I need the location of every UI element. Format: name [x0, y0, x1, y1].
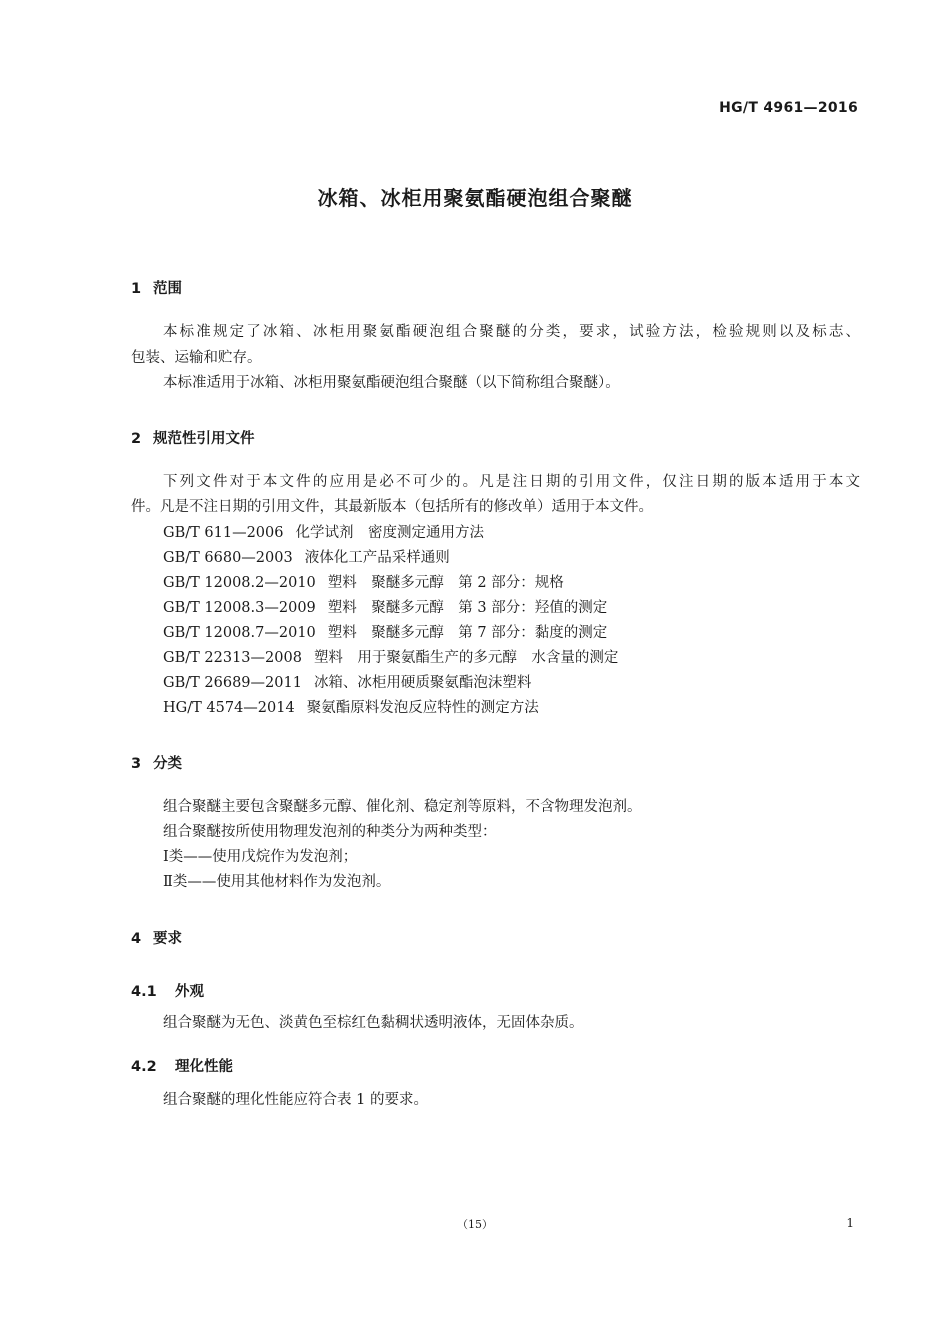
paragraph-line: 下列文件对于本文件的应用是必不可少的。凡是注日期的引用文件，仅注日期的版本适用于本文	[163, 474, 860, 490]
reference-title: 冰箱、冰柜用硬质聚氨酯泡沫塑料	[313, 675, 532, 691]
section-2-heading	[131, 427, 255, 448]
section-3-heading	[131, 752, 182, 773]
reference-code: GB/T 12008.7—2010	[163, 625, 316, 641]
reference-code: GB/T 22313—2008	[163, 650, 302, 666]
reference-title: 塑料 聚醚多元醇 第 2 部分：规格	[327, 575, 564, 591]
paragraph-line: 包装、运输和贮存。	[131, 350, 262, 366]
paragraph-line: 组合聚醚主要包含聚醚多元醇、催化剂、稳定剂等原料，不含物理发泡剂。	[163, 799, 642, 815]
paragraph-line: 件。凡是不注日期的引用文件，其最新版本（包括所有的修改单）适用于本文件。	[131, 499, 653, 515]
reference-title: 塑料 聚醚多元醇 第 3 部分：羟值的测定	[327, 600, 608, 616]
normative-reference	[163, 551, 450, 566]
section-number: 1	[131, 281, 142, 297]
reference-code: GB/T 6680—2003	[163, 550, 293, 566]
reference-code: GB/T 611—2006	[163, 525, 284, 541]
section-number: 2	[131, 431, 142, 447]
reference-title: 液体化工产品采样通则	[304, 550, 450, 566]
paragraph-line: 组合聚醚的理化性能应符合表 1 的要求。	[163, 1092, 428, 1108]
reference-title: 塑料 聚醚多元醇 第 7 部分：黏度的测定	[327, 625, 608, 641]
page-number: 1	[846, 1216, 854, 1230]
section-number: 4.2	[131, 1059, 157, 1075]
normative-reference	[163, 676, 531, 691]
paragraph-line: 本标准规定了冰箱、冰柜用聚氨酯硬泡组合聚醚的分类，要求，试验方法，检验规则以及标志、	[163, 324, 860, 340]
reference-title: 塑料 用于聚氨酯生产的多元醇 水含量的测定	[313, 650, 619, 666]
section-4-heading	[131, 927, 182, 948]
section-title: 要求	[153, 931, 182, 947]
normative-reference	[163, 576, 564, 591]
normative-reference	[163, 701, 539, 716]
section-title: 分类	[153, 756, 182, 772]
section-title: 外观	[175, 984, 204, 1000]
reference-title: 化学试剂 密度测定通用方法	[295, 525, 484, 541]
reference-code: GB/T 12008.2—2010	[163, 575, 316, 591]
paragraph-line: 组合聚醚为无色、淡黄色至棕红色黏稠状透明液体，无固体杂质。	[163, 1015, 584, 1031]
section-number: 4	[131, 931, 142, 947]
normative-reference	[163, 601, 607, 616]
section-number: 3	[131, 756, 142, 772]
normative-reference	[163, 651, 618, 666]
reference-code: HG/T 4574—2014	[163, 700, 295, 716]
reference-title: 聚氨酯原料发泡反应特性的测定方法	[306, 700, 539, 716]
footer-page-label: （15）	[457, 1218, 493, 1231]
reference-code: GB/T 26689—2011	[163, 675, 302, 691]
normative-reference	[163, 626, 607, 641]
section-number: 4.1	[131, 984, 157, 1000]
document-title: 冰箱、冰柜用聚氨酯硬泡组合聚醚	[317, 186, 633, 210]
section-title: 规范性引用文件	[153, 431, 255, 447]
classification-type-1: Ⅰ类——使用戊烷作为发泡剂；	[163, 849, 358, 865]
standard-code: HG/T 4961—2016	[719, 100, 858, 116]
section-title: 范围	[153, 281, 182, 297]
reference-code: GB/T 12008.3—2009	[163, 600, 316, 616]
section-4-1-heading	[131, 980, 204, 1001]
normative-reference	[163, 526, 484, 541]
paragraph-line: 组合聚醚按所使用物理发泡剂的种类分为两种类型：	[163, 824, 497, 840]
section-1-heading	[131, 277, 182, 298]
section-title: 理化性能	[175, 1059, 233, 1075]
classification-type-2: Ⅱ类——使用其他材料作为发泡剂。	[163, 874, 391, 890]
paragraph-line: 本标准适用于冰箱、冰柜用聚氨酯硬泡组合聚醚（以下简称组合聚醚）。	[163, 375, 620, 391]
section-4-2-heading	[131, 1055, 233, 1076]
